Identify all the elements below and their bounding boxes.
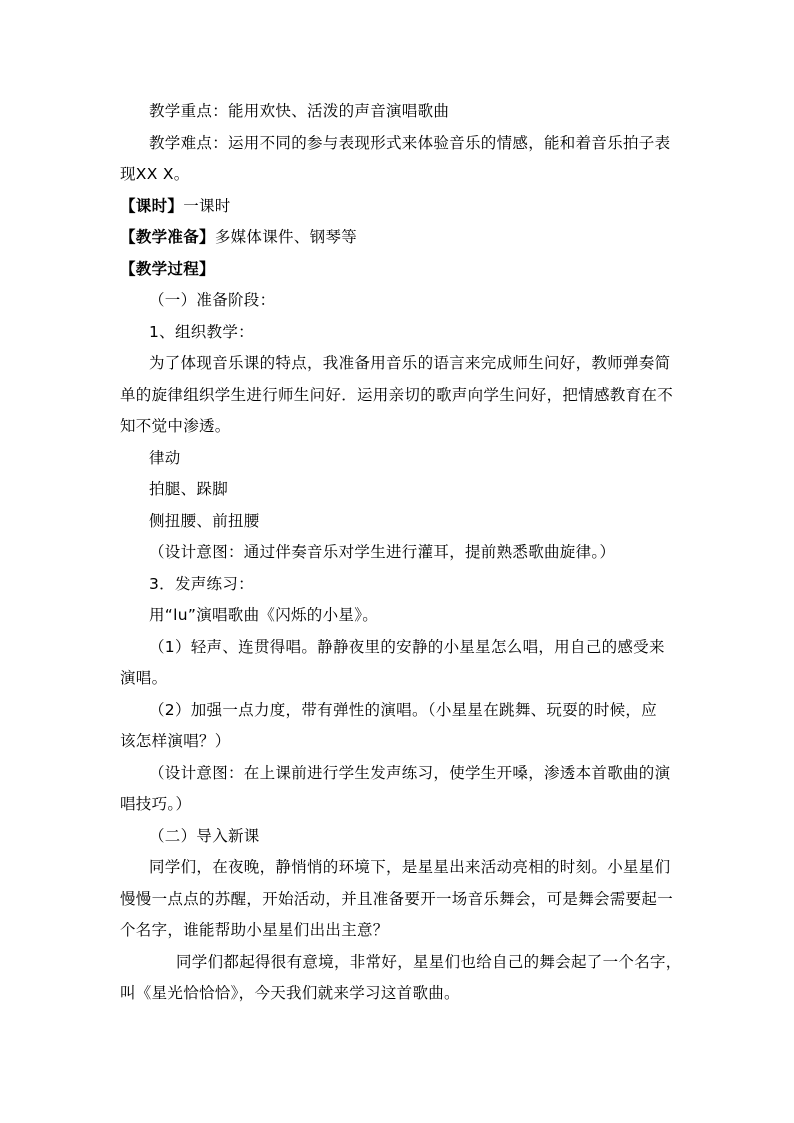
paragraph-intro-line2: 慢慢一点点的苏醒，开始活动，并且准备要开一场音乐舞会，可是舞会需要起一 [120,890,674,908]
design-intent-1: （设计意图：通过伴奏音乐对学生进行灌耳，提前熟悉歌曲旋律。） [149,543,616,561]
item-twist: 侧扭腰、前扭腰 [149,512,260,530]
section-preparation [120,227,357,247]
item-sing-lu: 用“lu”演唱歌曲《闪烁的小星》。 [149,606,379,624]
item-pat-stomp: 拍腿、跺脚 [149,480,229,498]
paragraph-difficulty-line1: 教学难点：运用不同的参与表现形式来体验音乐的情感，能和着音乐拍子表 [149,134,671,152]
paragraph-intro-line3: 个名字，谁能帮助小星星们出出主意？ [120,921,389,939]
section-heading-class-hours: 【课时】 [120,197,184,215]
design-intent-2-line1: （设计意图：在上课前进行学生发声练习，使学生开嗓，渗透本首歌曲的演 [149,764,671,782]
item-organize-teaching: 1、组织教学： [149,323,254,341]
paragraph-name-line1: 同学们都起得很有意境，非常好，星星们也给自己的舞会起了一个名字， [176,953,682,971]
item-strong-singing-line1: （2）加强一点力度，带有弹性的演唱。（小星星在跳舞、玩耍的时候，应 [149,701,658,719]
stage-one-heading: （一）准备阶段： [149,291,276,309]
item-vocal-practice: 3．发声练习： [149,575,254,593]
paragraph-name-line2: 叫《星光恰恰恰》，今天我们就来学习这首歌曲。 [120,984,460,1002]
paragraph-difficulty-line2: 现XX X。 [120,165,190,183]
class-hours-value: 一课时 [183,197,231,215]
preparation-value: 多媒体课件、钢琴等 [214,228,358,246]
paragraph-greeting-line3: 知不觉中渗透。 [120,417,231,435]
design-intent-2-line2: 唱技巧。） [120,795,192,813]
paragraph-greeting-line1: 为了体现音乐课的特点，我准备用音乐的语言来完成师生问好，教师弹奏简 [149,354,671,372]
item-soft-singing-line1: （1）轻声、连贯得唱。静静夜里的安静的小星星怎么唱，用自己的感受来 [149,638,665,656]
item-soft-singing-line2: 演唱。 [120,669,168,687]
item-strong-singing-line2: 该怎样演唱？） [120,732,231,750]
paragraph-key-point: 教学重点：能用欢快、活泼的声音演唱歌曲 [149,102,450,120]
section-heading-process: 【教学过程】 [120,260,215,278]
stage-two-heading: （二）导入新课 [149,827,260,845]
section-class-hours [120,196,231,216]
section-heading-preparation: 【教学准备】 [120,228,215,246]
paragraph-intro-line1: 同学们，在夜晚，静悄悄的环境下，是星星出来活动亮相的时刻。小星星们 [149,858,671,876]
item-rhythm: 律动 [149,449,181,467]
paragraph-greeting-line2: 单的旋律组织学生进行师生问好．运用亲切的歌声向学生问好，把情感教育在不 [120,386,674,404]
